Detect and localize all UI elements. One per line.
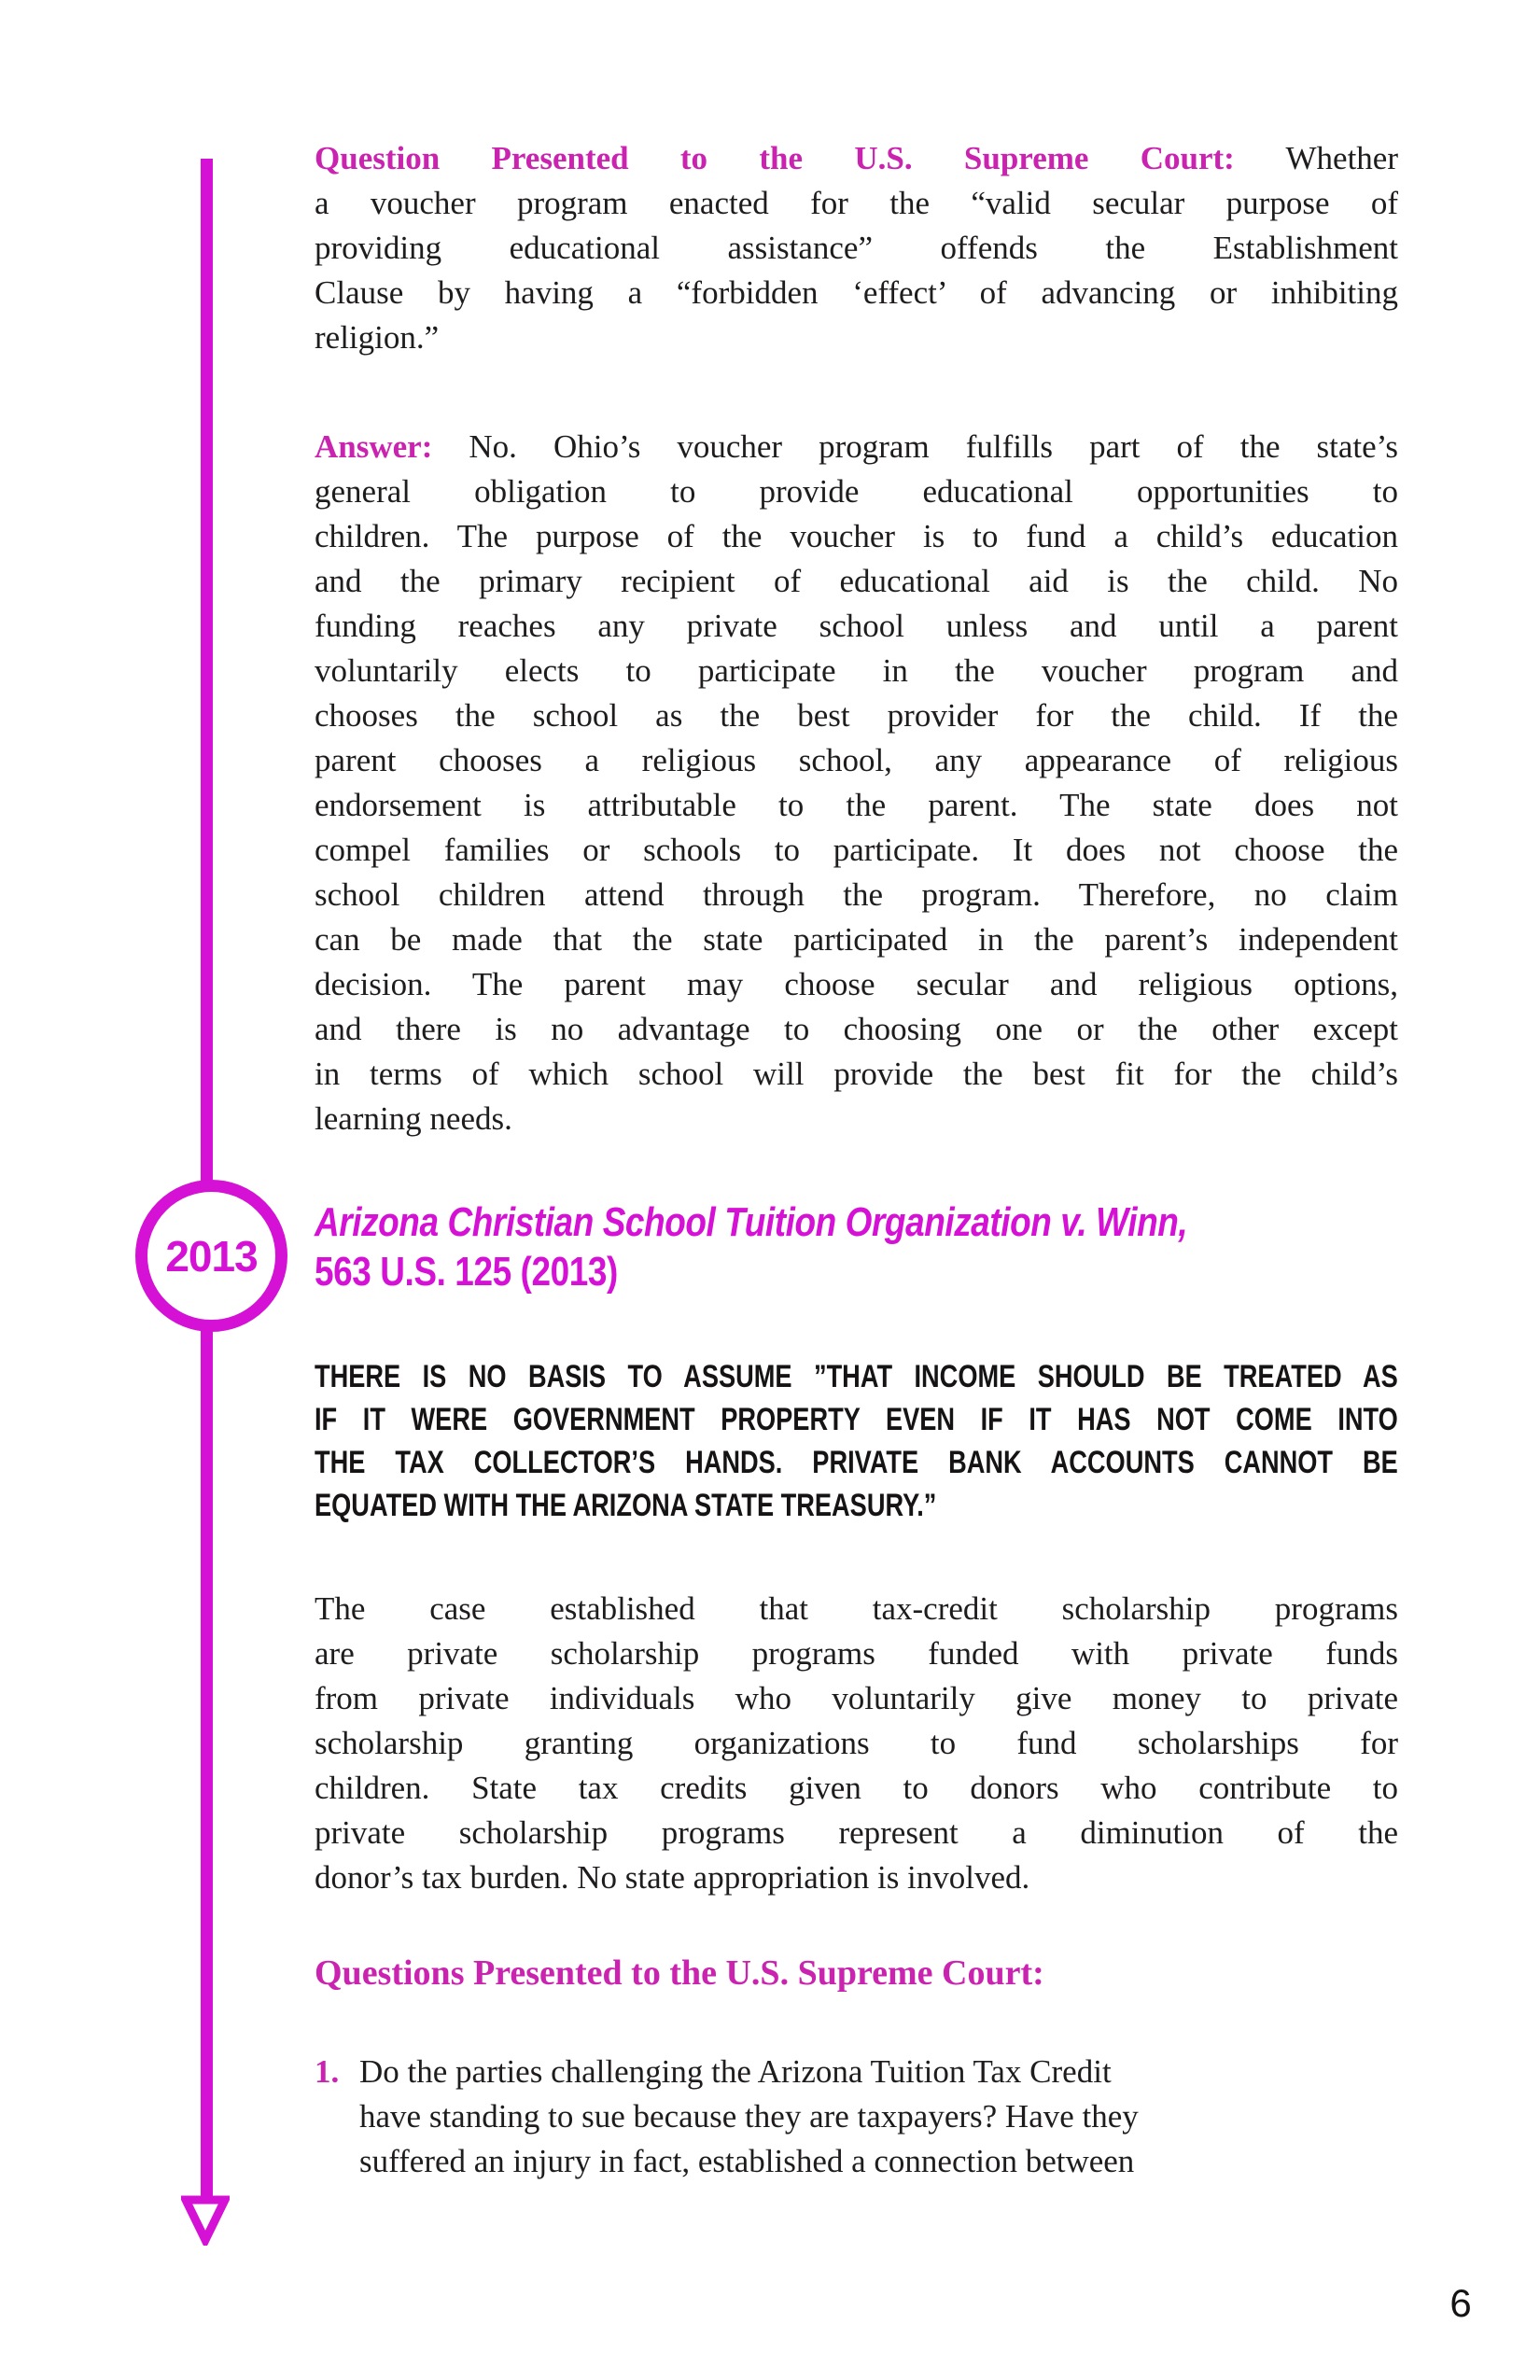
text-line: and there is no advantage to choosing one or the other except: [315, 1011, 1398, 1047]
text-line: Answer: No. Ohio’s voucher program fulfills part of the state’s: [315, 428, 1398, 465]
case-title-name: Arizona Christian School Tuition Organization v. Winn,: [315, 1199, 1188, 1245]
text-line: endorsement is attributable to the parent. The state does not: [315, 787, 1398, 823]
case-title-citation: 563 U.S. 125 (2013): [315, 1249, 618, 1295]
question-item-text: [359, 2050, 1398, 2184]
text-line: EQUATED WITH THE ARIZONA STATE TREASURY.”: [315, 1488, 937, 1523]
text-line: donor’s tax burden. No state appropriation is involved.: [315, 1859, 1030, 1896]
text-line: and the primary recipient of educational aid is the child. No: [315, 563, 1398, 599]
timeline-arrow-icon: [181, 2195, 230, 2246]
question-list-item-1: [315, 2050, 1398, 2184]
text-line: suffered an injury in fact, established a connection between: [359, 2143, 1135, 2179]
text-line: chooses the school as the best provider for the child. If the: [315, 697, 1398, 734]
question-item-marker: 1.: [315, 2053, 340, 2090]
text-line: providing educational assistance” offends the Establishment: [315, 230, 1398, 266]
text-line: have standing to sue because they are taxpayers? Have they: [359, 2098, 1139, 2135]
timeline-year-label: 2013: [165, 1231, 258, 1281]
text-line: scholarship granting organizations to fund scholarships for: [315, 1725, 1398, 1761]
text-line: THERE IS NO BASIS TO ASSUME ”THAT INCOME SHOULD BE TREATED AS: [315, 1359, 1398, 1394]
question-presented-paragraph: [315, 136, 1398, 360]
text-line: The case established that tax-credit scholarship programs: [315, 1590, 1398, 1627]
text-line: funding reaches any private school unless and until a parent: [315, 608, 1398, 644]
text-line: compel families or schools to participate. It does not choose the: [315, 832, 1398, 868]
pull-quote: [315, 1355, 1398, 1527]
text-line: THE TAX COLLECTOR’S HANDS. PRIVATE BANK ACCOUNTS CANNOT BE: [315, 1445, 1398, 1480]
case-summary-paragraph: [315, 1587, 1398, 1900]
text-line: from private individuals who voluntarily give money to private: [315, 1680, 1398, 1716]
text-line: voluntarily elects to participate in the voucher program and: [315, 652, 1398, 689]
text-line: school children attend through the program. Therefore, no claim: [315, 876, 1398, 913]
text-line: children. The purpose of the voucher is to fund a child’s education: [315, 518, 1398, 554]
answer-paragraph: [315, 425, 1398, 1141]
text-line: in terms of which school will provide the best fit for the child’s: [315, 1056, 1398, 1092]
text-line: private scholarship programs represent a diminution of the: [315, 1814, 1398, 1851]
paragraph-label: Answer:: [315, 428, 433, 465]
timeline-year-marker: [135, 1180, 287, 1332]
text-line: are private scholarship programs funded with private funds: [315, 1635, 1398, 1672]
text-line: religion.”: [315, 319, 440, 356]
text-line: general obligation to provide educational opportunities to: [315, 473, 1398, 510]
text-line: a voucher program enacted for the “valid secular purpose of: [315, 185, 1398, 221]
text-line: parent chooses a religious school, any appearance of religious: [315, 742, 1398, 778]
text-line: can be made that the state participated in the parent’s independent: [315, 921, 1398, 958]
questions-presented-heading: Questions Presented to the U.S. Supreme Court:: [315, 1953, 1044, 1993]
text-line: Do the parties challenging the Arizona Tuition Tax Credit: [359, 2053, 1112, 2090]
case-title: [315, 1197, 1398, 1296]
paragraph-label: Question Presented to the U.S. Supreme Court:: [315, 140, 1235, 176]
text-line: children. State tax credits given to donors who contribute to: [315, 1770, 1398, 1806]
page-number: 6: [1449, 2281, 1472, 2325]
text-line: Clause by having a “forbidden ‘effect’ of advancing or inhibiting: [315, 274, 1398, 311]
text-line: learning needs.: [315, 1100, 512, 1137]
text-line: IF IT WERE GOVERNMENT PROPERTY EVEN IF IT HAS NOT COME INTO: [315, 1402, 1398, 1437]
text-line: decision. The parent may choose secular and religious options,: [315, 966, 1398, 1002]
text-line: Question Presented to the U.S. Supreme Court: Whether: [315, 140, 1398, 176]
